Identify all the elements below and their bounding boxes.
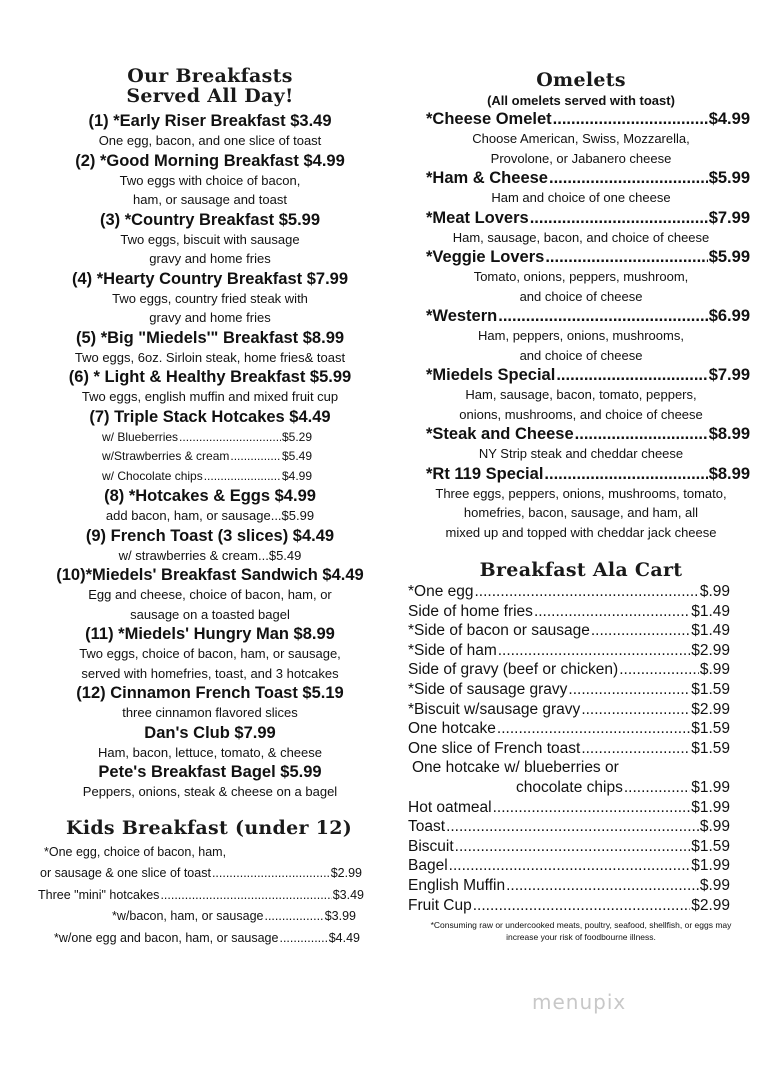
item-name: Pete's Breakfast Bagel $5.99 — [98, 763, 322, 781]
cart-row: Toast ..... $.99 — [408, 817, 730, 837]
hotcake-options — [102, 428, 312, 487]
omelet-item: *Western ..... $6.99 Ham, peppers, onions, mushrooms, and choice of cheese — [398, 306, 764, 365]
breakfast-list — [20, 111, 400, 802]
cart-row: Fruit Cup ..... $2.99 — [408, 896, 730, 916]
breakfast-item — [20, 407, 400, 427]
option-row: w/ Chocolate chips ..... $4.99 — [102, 467, 312, 487]
cart-row: English Muffin ..... $.99 — [408, 876, 730, 896]
omelets-note: (All omelets served with toast) — [487, 93, 675, 108]
kids-row: Three "mini" hotcakes ..... $3.49 — [38, 885, 364, 907]
right-column — [398, 0, 764, 943]
item-name: (5) *Big "Miedels'" Breakfast $8.99 — [75, 328, 345, 347]
cart-row: *Biscuit w/sausage gravy ..... $2.99 — [408, 700, 730, 720]
breakfast-item: (8) *Hotcakes & Eggs $4.99 add bacon, ham, or sausage...$5.99 — [20, 486, 400, 526]
omelet-item: *Miedels Special ..... $7.99 Ham, sausage, bacon, tomato, peppers, onions, mushrooms, and choice of cheese — [398, 365, 764, 424]
item-name: *Cheese Omelet ..... $4.99 — [426, 109, 750, 129]
breakfast-item: Pete's Breakfast Bagel $5.99 Peppers, onions, steak & cheese on a bagel — [20, 762, 400, 802]
cart-row: One hotcake ..... $1.59 — [408, 719, 730, 739]
breakfast-item: (1) *Early Riser Breakfast $3.49 One egg, bacon, and one slice of toast — [20, 111, 400, 151]
omelet-item: *Rt 119 Special ..... $8.99 Three eggs, peppers, onions, mushrooms, tomato, homefries, bacon, sausage, and ham, all mixed up and topped with cheddar jack cheese — [398, 464, 764, 543]
cart-row: One slice of French toast ..... $1.59 — [408, 739, 730, 759]
item-name: (4) *Hearty Country Breakfast $7.99 — [71, 269, 349, 288]
breakfast-item: Dan's Club $7.99 Ham, bacon, lettuce, tomato, & cheese — [20, 723, 400, 763]
item-name: *Ham & Cheese ..... $5.99 — [426, 168, 750, 188]
item-name: (1) *Early Riser Breakfast $3.49 — [88, 112, 332, 130]
option-row: w/Strawberries & cream ..... $5.49 — [102, 447, 312, 467]
breakfast-item: (10)*Miedels' Breakfast Sandwich $4.49 Egg and cheese, choice of bacon, ham, or sausage on a toasted bagel — [20, 565, 400, 624]
item-name: (2) *Good Morning Breakfast $4.99 — [75, 151, 345, 170]
cart-row: Biscuit ..... $1.59 — [408, 837, 730, 857]
cart-row: *Side of ham ..... $2.99 — [408, 641, 730, 661]
cart-row: *Side of sausage gravy ..... $1.59 — [408, 680, 730, 700]
item-name: *Western ..... $6.99 — [426, 306, 750, 326]
option-row: w/ Blueberries ..... $5.29 — [102, 428, 312, 448]
cart-row: Hot oatmeal ..... $1.99 — [408, 798, 730, 818]
breakfast-item: (12) Cinnamon French Toast $5.19 three cinnamon flavored slices — [20, 683, 400, 723]
cart-row: Side of home fries ..... $1.49 — [408, 602, 730, 622]
item-name: (11) *Miedels' Hungry Man $8.99 — [85, 625, 335, 643]
omelet-item: *Steak and Cheese ..... $8.99 NY Strip steak and cheddar cheese — [398, 424, 764, 464]
item-name: (9) French Toast (3 slices) $4.49 — [85, 526, 335, 545]
breakfast-item: (6) * Light & Healthy Breakfast $5.99 Two eggs, english muffin and mixed fruit cup — [20, 367, 400, 407]
omelet-item: *Cheese Omelet ..... $4.99 Choose American, Swiss, Mozzarella, Provolone, or Jabanero cheese — [398, 109, 764, 168]
kids-row: *w/bacon, ham, or sausage ..... $3.99 — [112, 906, 356, 928]
breakfast-item: (3) *Country Breakfast $5.99 Two eggs, biscuit with sausage gravy and home fries — [20, 210, 400, 269]
item-name: *Veggie Lovers ..... $5.99 — [426, 247, 750, 267]
kids-row: or sausage & one slice of toast ..... $2.99 — [40, 863, 362, 885]
item-name: (3) *Country Breakfast $5.99 — [99, 210, 321, 229]
item-name: (10)*Miedels' Breakfast Sandwich $4.49 — [56, 566, 364, 584]
kids-row: *w/one egg and bacon, ham, or sausage ..... $4.49 — [54, 928, 360, 950]
item-name: (7) Triple Stack Hotcakes $4.49 — [89, 407, 331, 426]
food-safety-disclaimer: *Consuming raw or undercooked meats, poultry, seafood, shellfish, or eggs may increase your risk of foodbourne illness. — [430, 920, 732, 943]
item-name: (12) Cinnamon French Toast $5.19 — [76, 684, 344, 702]
kids-title: Kids Breakfast (under 12) — [66, 816, 353, 839]
omelets-title: Omelets — [536, 69, 626, 91]
cart-title: Breakfast Ala Cart — [479, 559, 683, 581]
breakfast-item: (11) *Miedels' Hungry Man $8.99 Two eggs, choice of bacon, ham, or sausage, served with homefries, toast, and 3 hotcakes — [20, 624, 400, 683]
item-name: *Meat Lovers ..... $7.99 — [426, 208, 750, 228]
item-name: (8) *Hotcakes & Eggs $4.99 — [104, 487, 316, 505]
left-column — [20, 0, 400, 949]
cart-row: Bagel ..... $1.99 — [408, 856, 730, 876]
kids-menu: *One egg, choice of bacon, ham, or sausage & one slice of toast ..... $2.99 Three "mini" hotcakes ..... $3.49 *w/bacon, ham, or sausage ..... $3.99 *w/one egg and bacon, ham, or sausage ..... $4.49 — [20, 842, 400, 950]
item-name: *Rt 119 Special ..... $8.99 — [426, 464, 750, 484]
item-name: *Steak and Cheese ..... $8.99 — [426, 424, 750, 444]
breakfast-item: (4) *Hearty Country Breakfast $7.99 Two eggs, country fried steak with gravy and home fries — [20, 269, 400, 328]
omelet-item: *Veggie Lovers ..... $5.99 Tomato, onions, peppers, mushroom, and choice of cheese — [398, 247, 764, 306]
item-name: *Miedels Special ..... $7.99 — [426, 365, 750, 385]
cart-row: *One egg ..... $.99 — [408, 582, 730, 602]
menupix-watermark: menupix — [532, 990, 627, 1014]
omelet-list — [398, 109, 764, 542]
cart-row: chocolate chips ..... $1.99 — [408, 778, 730, 798]
breakfasts-title: Our Breakfasts Served All Day! — [126, 65, 294, 107]
cart-row: *Side of bacon or sausage ..... $1.49 — [408, 621, 730, 641]
omelet-item: *Ham & Cheese ..... $5.99 Ham and choice of one cheese — [398, 168, 764, 208]
omelet-item: *Meat Lovers ..... $7.99 Ham, sausage, bacon, and choice of cheese — [398, 208, 764, 248]
breakfast-item: (9) French Toast (3 slices) $4.49 w/ strawberries & cream...$5.49 — [20, 526, 400, 566]
item-name: Dan's Club $7.99 — [144, 723, 276, 742]
breakfast-item: (2) *Good Morning Breakfast $4.99 Two eggs with choice of bacon, ham, or sausage and toast — [20, 151, 400, 210]
item-name: (6) * Light & Healthy Breakfast $5.99 — [68, 368, 352, 386]
breakfast-item: (5) *Big "Miedels'" Breakfast $8.99 Two eggs, 6oz. Sirloin steak, home fries& toast — [20, 328, 400, 368]
cart-list: *One egg ..... $.99 Side of home fries ..... $1.49 *Side of bacon or sausage ..... $1.49 *Side of ham ..... $2.99 Side of gravy (beef or chicken) ..... $.99 *Side of sausage gravy ..... $1.59 *Biscuit w/sausage gravy ..... $2.99 One hotcake ..... $1.59 One slice of French toast ..... $1.59 One hotcake w/ blueberries or chocolate chips ..... $1.99 Hot oatmeal ..... $1.99 Toast ..... $.99 Biscuit ..... $1.59 Bagel ..... $1.99 English Muffin ..... $.99 Fruit Cup ..... $2.99 — [408, 582, 730, 915]
cart-row: Side of gravy (beef or chicken) ..... $.99 — [408, 660, 730, 680]
